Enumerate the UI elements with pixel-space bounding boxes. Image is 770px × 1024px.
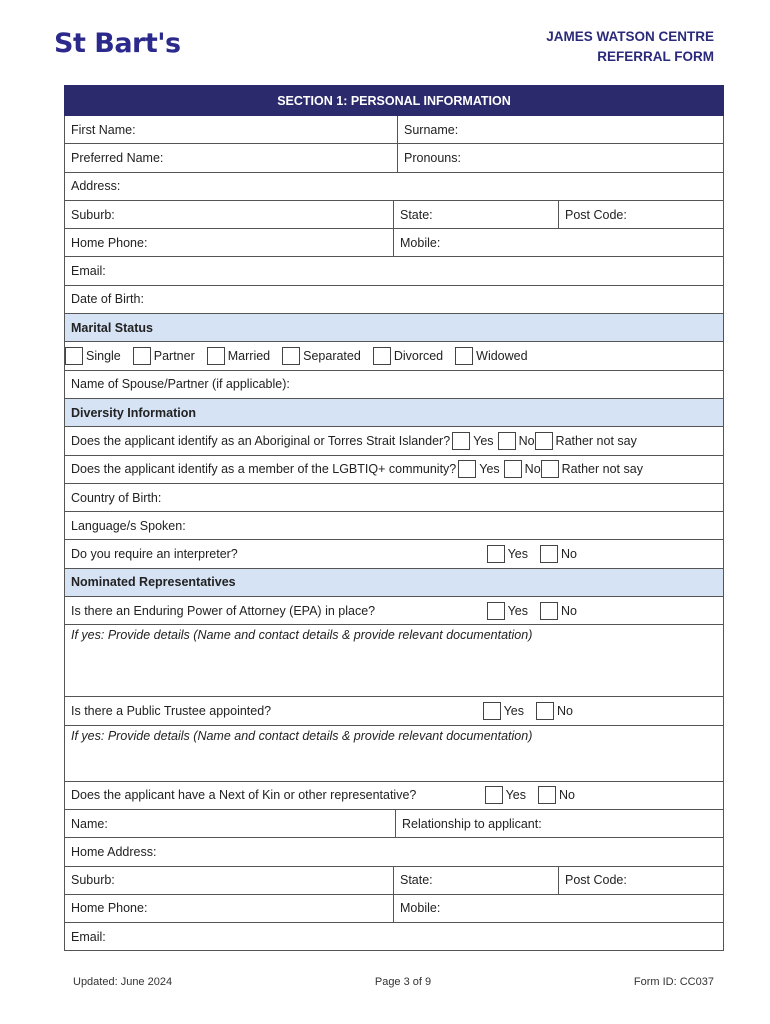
epa-details-field[interactable]: If yes: Provide details (Name and contact details & provide relevant documentation): [71, 628, 533, 643]
trustee-row: [64, 697, 724, 725]
interpreter-row: [64, 540, 724, 568]
lgbtiq-question: Does the applicant identify as a member of the LGBTIQ+ community? Yes No Rather not say: [71, 462, 643, 477]
address-field[interactable]: Address:: [71, 179, 121, 194]
no-checkbox[interactable]: [504, 460, 522, 478]
referral-form: [64, 85, 724, 951]
marital-option-single[interactable]: Single: [65, 347, 121, 365]
checkbox[interactable]: [373, 347, 391, 365]
marital-option-widowed[interactable]: Widowed: [455, 347, 527, 365]
nok-name-field[interactable]: Name:: [71, 816, 108, 831]
marital-option-partner[interactable]: Partner: [133, 347, 195, 365]
marital-options: [65, 342, 723, 369]
address-row: [64, 173, 724, 201]
checkbox[interactable]: [282, 347, 300, 365]
reps-heading: Nominated Representatives: [71, 575, 236, 590]
marital-option-divorced[interactable]: Divorced: [373, 347, 443, 365]
nok-post-code-field[interactable]: Post Code:: [558, 867, 723, 894]
state-field[interactable]: State:: [393, 201, 558, 228]
rather-not-say-checkbox[interactable]: [541, 460, 559, 478]
nok-state-field[interactable]: State:: [393, 867, 558, 894]
pronouns-field[interactable]: Pronouns:: [397, 144, 723, 171]
nok-suburb-field[interactable]: Suburb:: [71, 873, 115, 888]
header-titles: [546, 27, 714, 67]
preferred-name-field[interactable]: Preferred Name:: [71, 150, 164, 165]
st-barts-logo: St Bart's: [54, 28, 181, 59]
checkbox[interactable]: [65, 347, 83, 365]
interpreter-question: Do you require an interpreter? Yes No: [71, 547, 577, 562]
lgbtiq-row: [64, 456, 724, 484]
trustee-details-field[interactable]: If yes: Provide details (Name and contact details & provide relevant documentation): [71, 728, 533, 743]
email-row: [64, 257, 724, 285]
checkbox[interactable]: [207, 347, 225, 365]
email-field[interactable]: Email:: [71, 264, 106, 279]
epa-question: Is there an Enduring Power of Attorney (EPA) in place? Yes No: [71, 603, 577, 618]
section-title: SECTION 1: PERSONAL INFORMATION: [64, 85, 724, 116]
phone-row: [64, 229, 724, 257]
suburb-row: [64, 201, 724, 229]
marital-options-row: [64, 342, 724, 370]
nok-name-row: [64, 810, 724, 838]
epa-details-row: [64, 625, 724, 697]
spouse-name-field[interactable]: Name of Spouse/Partner (if applicable):: [71, 377, 290, 392]
nok-suburb-row: [64, 867, 724, 895]
diversity-heading-row: [64, 399, 724, 427]
page-footer: [73, 976, 714, 988]
nok-email-row: [64, 923, 724, 951]
spouse-row: [64, 371, 724, 399]
nok-mobile-field[interactable]: Mobile:: [393, 895, 723, 922]
marital-option-separated[interactable]: Separated: [282, 347, 361, 365]
nok-email-field[interactable]: Email:: [71, 929, 106, 944]
no-checkbox[interactable]: [498, 432, 516, 450]
page-number: Page 3 of 9: [374, 976, 432, 988]
trustee-question: Is there a Public Trustee appointed? Yes No: [71, 703, 573, 718]
no-checkbox[interactable]: [536, 702, 554, 720]
marital-heading: Marital Status: [71, 320, 153, 335]
country-of-birth-field[interactable]: Country of Birth:: [71, 490, 162, 505]
nok-home-address-field[interactable]: Home Address:: [71, 844, 157, 859]
country-row: [64, 484, 724, 512]
preferred-row: [64, 144, 724, 172]
diversity-heading: Diversity Information: [71, 405, 197, 420]
aboriginal-row: [64, 427, 724, 455]
dob-row: [64, 286, 724, 314]
reps-heading-row: [64, 569, 724, 597]
nok-home-phone-field[interactable]: Home Phone:: [71, 901, 148, 916]
nok-row: [64, 782, 724, 810]
marital-heading-row: [64, 314, 724, 342]
trustee-details-row: [64, 726, 724, 782]
nok-question: Does the applicant have a Next of Kin or other representative? Yes No: [71, 788, 575, 803]
post-code-field[interactable]: Post Code:: [558, 201, 723, 228]
surname-field[interactable]: Surname:: [397, 116, 723, 143]
home-phone-field[interactable]: Home Phone:: [71, 235, 148, 250]
checkbox[interactable]: [133, 347, 151, 365]
nok-phone-row: [64, 895, 724, 923]
first-name-field[interactable]: First Name:: [71, 122, 136, 137]
no-checkbox[interactable]: [540, 602, 558, 620]
suburb-field[interactable]: Suburb:: [71, 207, 115, 222]
yes-checkbox[interactable]: [487, 602, 505, 620]
aboriginal-question: Does the applicant identify as an Aboriginal or Torres Strait Islander? Yes No Rather not say: [71, 433, 637, 448]
name-row: [64, 116, 724, 144]
marital-option-married[interactable]: Married: [207, 347, 270, 365]
languages-field[interactable]: Language/s Spoken:: [71, 518, 186, 533]
updated-date: Updated: June 2024: [73, 976, 173, 988]
dob-field[interactable]: Date of Birth:: [71, 292, 144, 307]
yes-checkbox[interactable]: [452, 432, 470, 450]
centre-name: JAMES WATSON CENTRE: [546, 29, 714, 44]
yes-checkbox[interactable]: [458, 460, 476, 478]
rather-not-say-checkbox[interactable]: [535, 432, 553, 450]
relationship-field[interactable]: Relationship to applicant:: [395, 810, 723, 837]
no-checkbox[interactable]: [540, 545, 558, 563]
mobile-field[interactable]: Mobile:: [393, 229, 723, 256]
form-title: REFERRAL FORM: [597, 49, 714, 64]
yes-checkbox[interactable]: [487, 545, 505, 563]
nok-address-row: [64, 838, 724, 866]
yes-checkbox[interactable]: [483, 702, 501, 720]
yes-checkbox[interactable]: [485, 786, 503, 804]
epa-row: [64, 597, 724, 625]
checkbox[interactable]: [455, 347, 473, 365]
form-id: Form ID: CC037: [633, 976, 714, 988]
no-checkbox[interactable]: [538, 786, 556, 804]
languages-row: [64, 512, 724, 540]
